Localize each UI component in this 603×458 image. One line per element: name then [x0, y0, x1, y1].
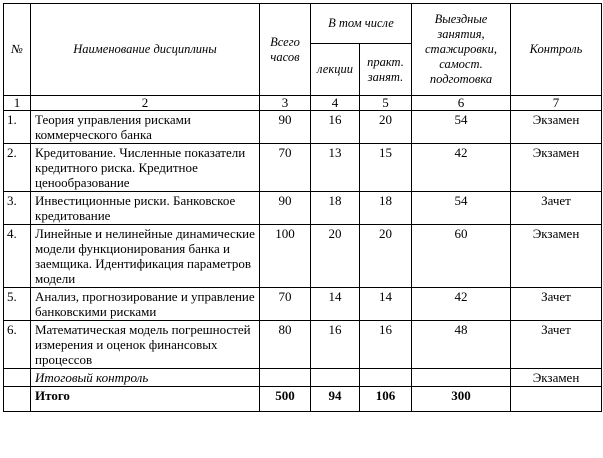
- table-row: [4, 111, 602, 144]
- practice-hours: 20: [360, 225, 412, 288]
- totals-row: [4, 387, 602, 412]
- header-discipline: Наименование дисциплины: [31, 4, 260, 96]
- table-row: [4, 144, 602, 192]
- row-number: 5.: [4, 288, 31, 321]
- table-row: [4, 192, 602, 225]
- control-type: Зачет: [511, 192, 602, 225]
- table-row: [4, 321, 602, 369]
- discipline-name: Математическая модель погрешностей измерения и оценок финансовых процессов: [31, 321, 260, 369]
- lecture-hours: 14: [311, 288, 360, 321]
- total-hours: 70: [260, 288, 311, 321]
- table-row: [4, 288, 602, 321]
- row-number: 6.: [4, 321, 31, 369]
- discipline-name: Теория управления рисками коммерческого банка: [31, 111, 260, 144]
- totals-control: [511, 387, 602, 412]
- lecture-hours: 20: [311, 225, 360, 288]
- row-number-empty: [4, 387, 31, 412]
- column-number-row: [4, 96, 602, 111]
- final-control-type: Экзамен: [511, 369, 602, 387]
- column-number: 1: [4, 96, 31, 111]
- control-type: Зачет: [511, 288, 602, 321]
- empty-cell: [412, 369, 511, 387]
- row-number: 3.: [4, 192, 31, 225]
- header-including: В том числе: [311, 4, 412, 44]
- total-hours: 70: [260, 144, 311, 192]
- header-lectures: лекции: [311, 44, 360, 96]
- column-number: 3: [260, 96, 311, 111]
- practice-hours: 14: [360, 288, 412, 321]
- header-practice: практ. занят.: [360, 44, 412, 96]
- column-number: 2: [31, 96, 260, 111]
- row-number: 2.: [4, 144, 31, 192]
- control-type: Экзамен: [511, 225, 602, 288]
- row-number: 4.: [4, 225, 31, 288]
- empty-cell: [360, 369, 412, 387]
- header-control: Контроль: [511, 4, 602, 96]
- control-type: Экзамен: [511, 111, 602, 144]
- totals-field: 300: [412, 387, 511, 412]
- practice-hours: 16: [360, 321, 412, 369]
- discipline-name: Инвестиционные риски. Банковское кредитование: [31, 192, 260, 225]
- column-number: 5: [360, 96, 412, 111]
- final-control-label: Итоговый контроль: [31, 369, 260, 387]
- total-hours: 80: [260, 321, 311, 369]
- total-hours: 100: [260, 225, 311, 288]
- field-hours: 54: [412, 192, 511, 225]
- curriculum-table: [3, 3, 602, 412]
- lecture-hours: 16: [311, 321, 360, 369]
- field-hours: 60: [412, 225, 511, 288]
- discipline-name: Анализ, прогнозирование и управление банковскими рисками: [31, 288, 260, 321]
- lecture-hours: 18: [311, 192, 360, 225]
- discipline-name: Кредитование. Численные показатели кредитного риска. Кредитное ценообразование: [31, 144, 260, 192]
- discipline-name: Линейные и нелинейные динамические модели функционирования банка и заемщика. Идентификация параметров модели: [31, 225, 260, 288]
- totals-hours: 500: [260, 387, 311, 412]
- field-hours: 42: [412, 144, 511, 192]
- field-hours: 54: [412, 111, 511, 144]
- lecture-hours: 13: [311, 144, 360, 192]
- lecture-hours: 16: [311, 111, 360, 144]
- header-field-studies: Выездные занятия, стажировки, самост. подготовка: [412, 4, 511, 96]
- totals-practice: 106: [360, 387, 412, 412]
- totals-lectures: 94: [311, 387, 360, 412]
- totals-label: Итого: [31, 387, 260, 412]
- field-hours: 42: [412, 288, 511, 321]
- table-row: [4, 225, 602, 288]
- field-hours: 48: [412, 321, 511, 369]
- practice-hours: 18: [360, 192, 412, 225]
- header-num: №: [4, 4, 31, 96]
- column-number: 4: [311, 96, 360, 111]
- column-number: 7: [511, 96, 602, 111]
- practice-hours: 20: [360, 111, 412, 144]
- final-control-row: [4, 369, 602, 387]
- column-number: 6: [412, 96, 511, 111]
- total-hours: 90: [260, 192, 311, 225]
- row-number-empty: [4, 369, 31, 387]
- practice-hours: 15: [360, 144, 412, 192]
- control-type: Зачет: [511, 321, 602, 369]
- control-type: Экзамен: [511, 144, 602, 192]
- row-number: 1.: [4, 111, 31, 144]
- header-total-hours: Всего часов: [260, 4, 311, 96]
- empty-cell: [260, 369, 311, 387]
- empty-cell: [311, 369, 360, 387]
- total-hours: 90: [260, 111, 311, 144]
